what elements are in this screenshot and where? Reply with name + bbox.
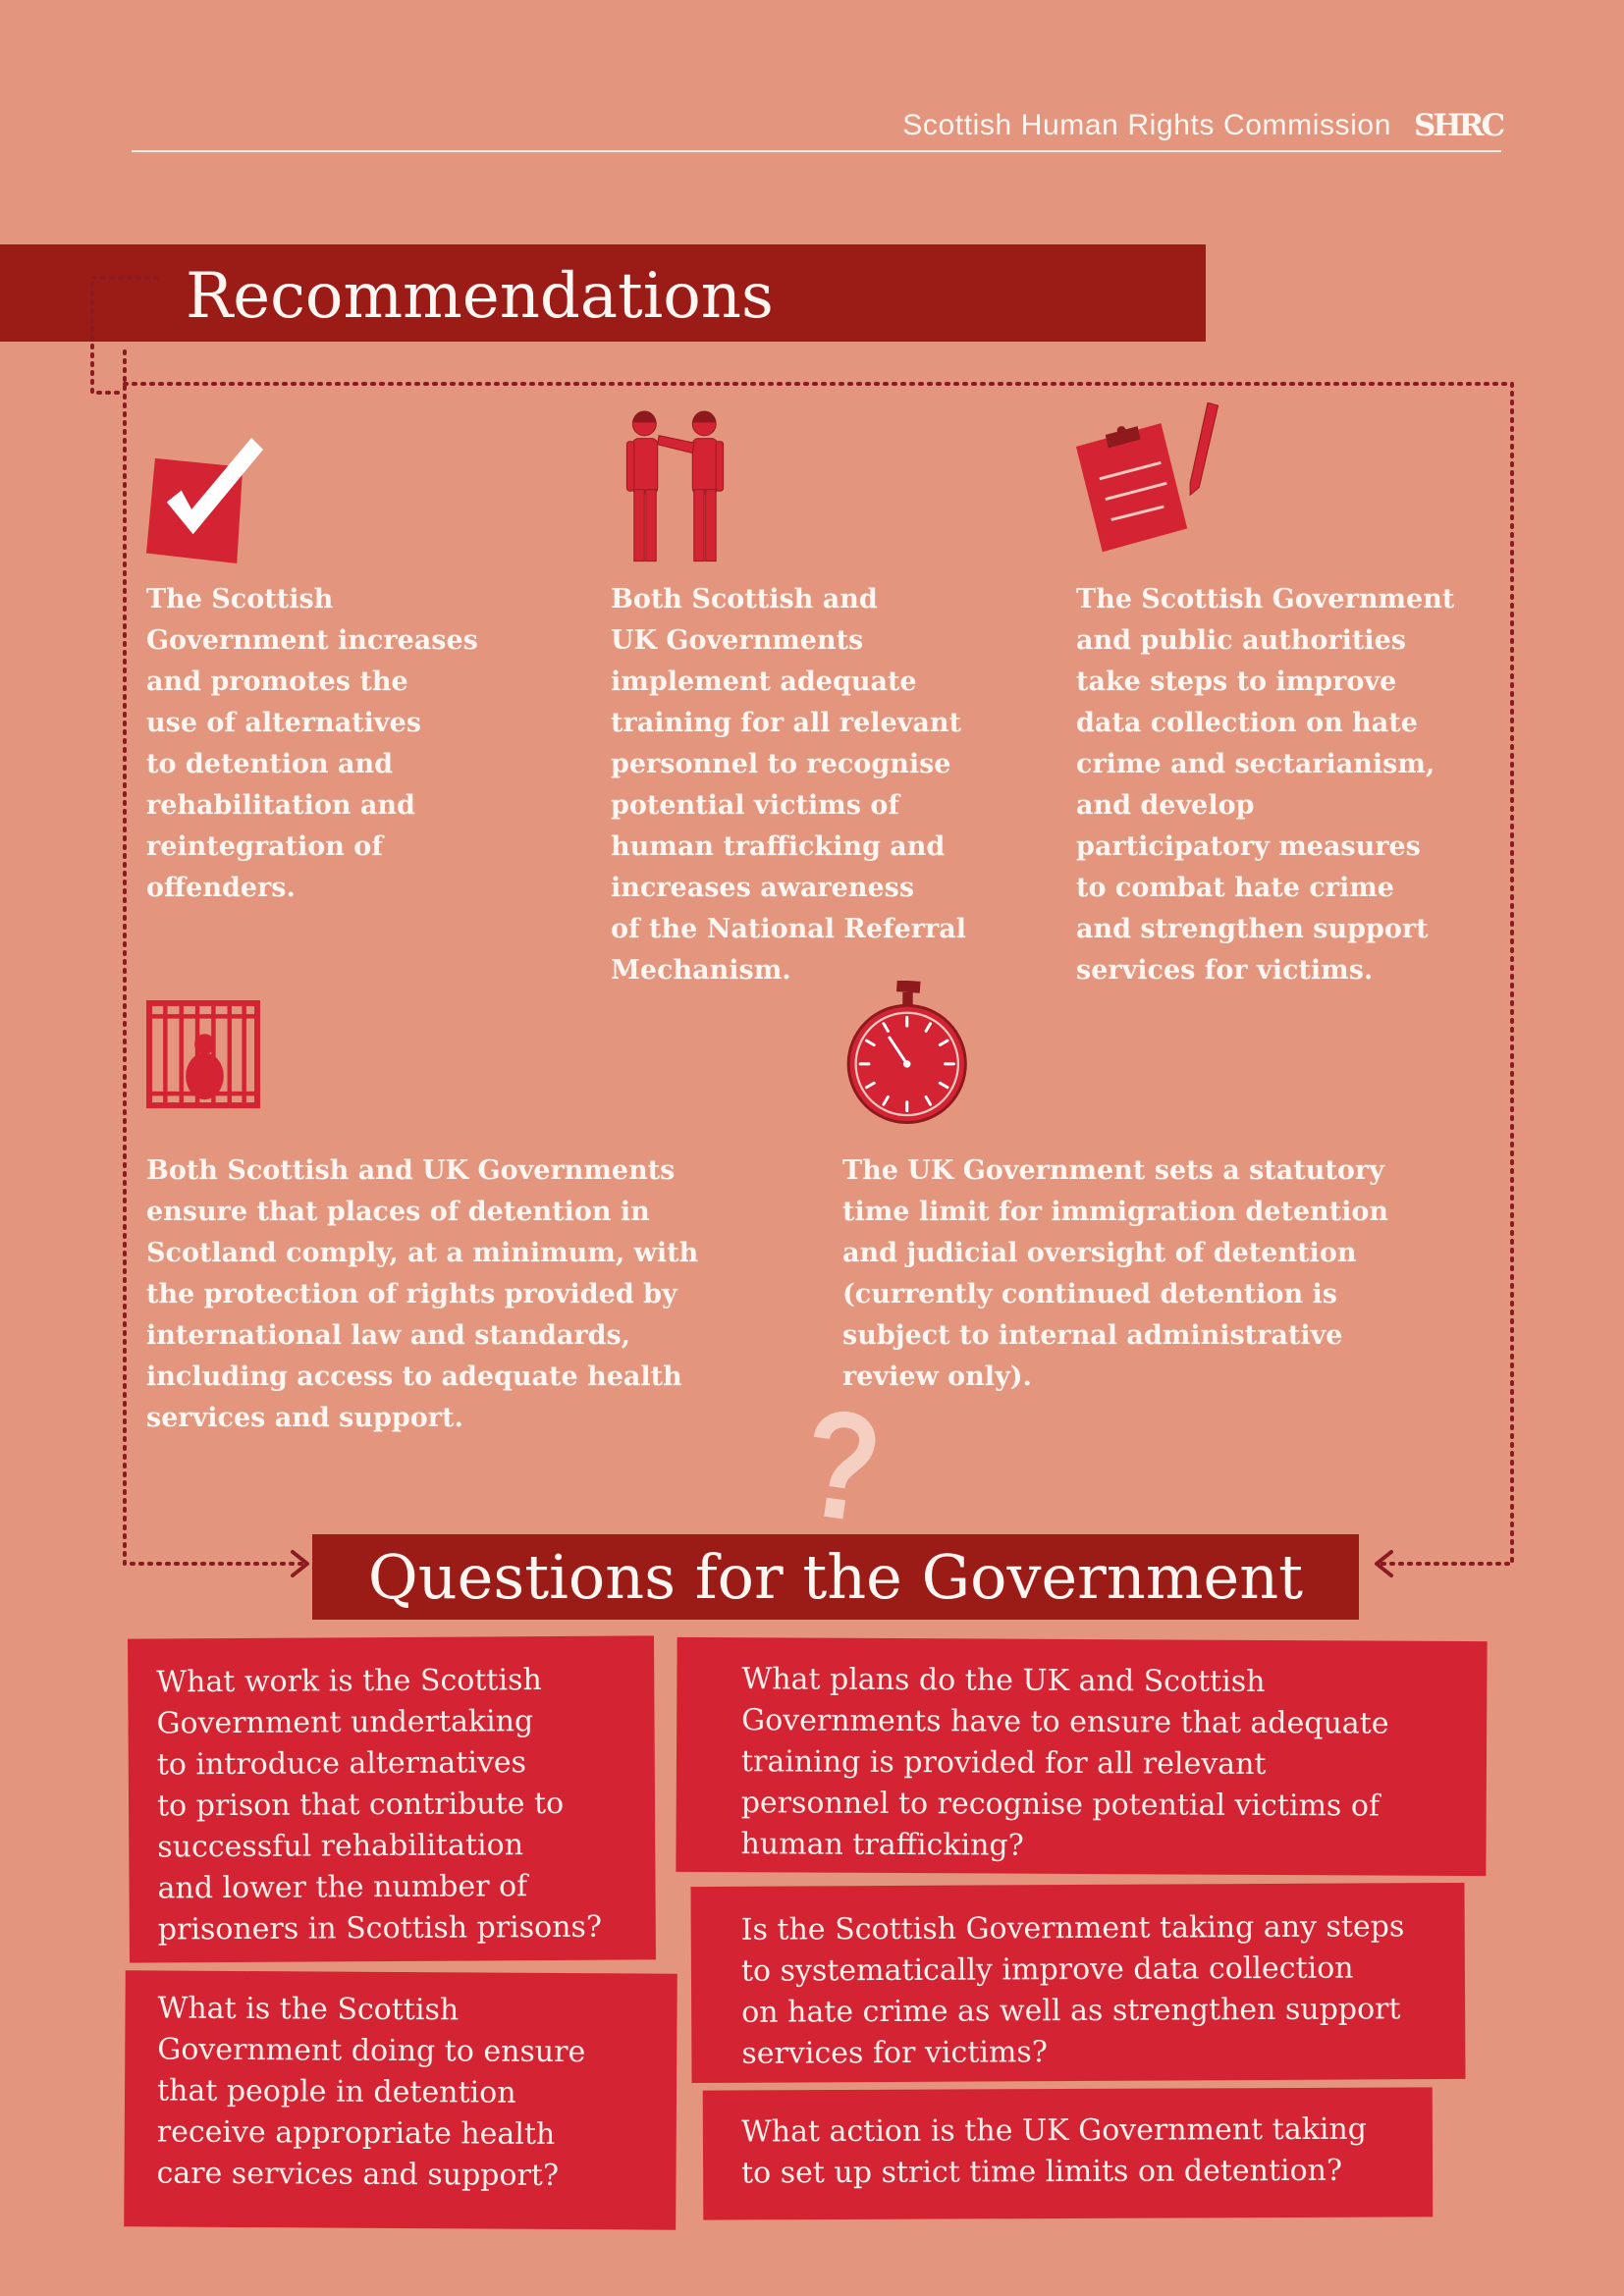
- question-box-hate-crime: [690, 1883, 1465, 2083]
- questions-title: Questions for the Government: [367, 1541, 1304, 1613]
- two-people-icon: [623, 407, 728, 564]
- arrow-left-icon: [1377, 1552, 1391, 1575]
- question-mark-icon: [803, 1406, 877, 1525]
- recommendation-hate-crime-text: The Scottish Government and public authorities take steps to improve data collection on hate crime and sectarianism, and develop participatory measures to combat hate crime and strengthen support services for victims.: [1076, 584, 1455, 986]
- questions-banner: [312, 1534, 1359, 1620]
- recommendation-detention-standards-text: Both Scottish and UK Governments ensure that places of detention in Scotland comply, at a minimum, with the protection of rights provided by international law and standards, including access to adequate health services and support.: [146, 1155, 699, 1433]
- arrow-right-icon: [293, 1552, 307, 1575]
- checkbox-icon: [146, 438, 263, 563]
- question-text: Is the Scottish Government taking any steps to systematically improve data collection on hate crime as well as strengthen support services for victims?: [740, 1909, 1405, 2071]
- header-rule: [132, 150, 1501, 152]
- recommendations-title: Recommendations: [186, 260, 774, 333]
- recommendation-time-limit-text: The UK Government sets a statutory time limit for immigration detention and judicial oversight of detention (currently continued detention is subject to internal administrative review only).: [842, 1155, 1389, 1392]
- question-text: What work is the Scottish Government undertaking to introduce alternatives to prison that contribute to successful rehabilitation and lower the number of prisoners in Scottish prisons?: [156, 1663, 603, 1948]
- question-text: What action is the UK Government taking to set up strict time limits on detention?: [740, 2111, 1368, 2191]
- shrc-logo: SHRC: [1414, 108, 1503, 143]
- question-box-trafficking: [676, 1637, 1487, 1876]
- question-box-alternatives: [128, 1635, 656, 1962]
- recommendations-banner: [0, 244, 1206, 342]
- jail-bars-icon: [146, 1000, 260, 1108]
- question-text: What plans do the UK and Scottish Governments have to ensure that adequate training is provided for all relevant personnel to recognise potential victims of human trafficking?: [740, 1662, 1389, 1863]
- stopwatch-icon: [842, 981, 970, 1124]
- recommendation-trafficking-text: Both Scottish and UK Governments implement adequate training for all relevant personnel to recognise potential victims of human trafficking and increases awareness of the National Referral Mechanism.: [611, 584, 967, 986]
- question-box-time-limits: [703, 2087, 1434, 2219]
- question-box-detention-health: [124, 1970, 677, 2229]
- clipboard-pen-icon: [1073, 402, 1219, 557]
- header-org-name: Scottish Human Rights Commission: [902, 109, 1391, 141]
- question-text: What is the Scottish Government doing to ensure that people in detention receive appropriate health care services and support?: [156, 1991, 586, 2193]
- recommendation-alternatives-text: The Scottish Government increases and promotes the use of alternatives to detention and rehabilitation and reintegration of offenders.: [146, 584, 478, 903]
